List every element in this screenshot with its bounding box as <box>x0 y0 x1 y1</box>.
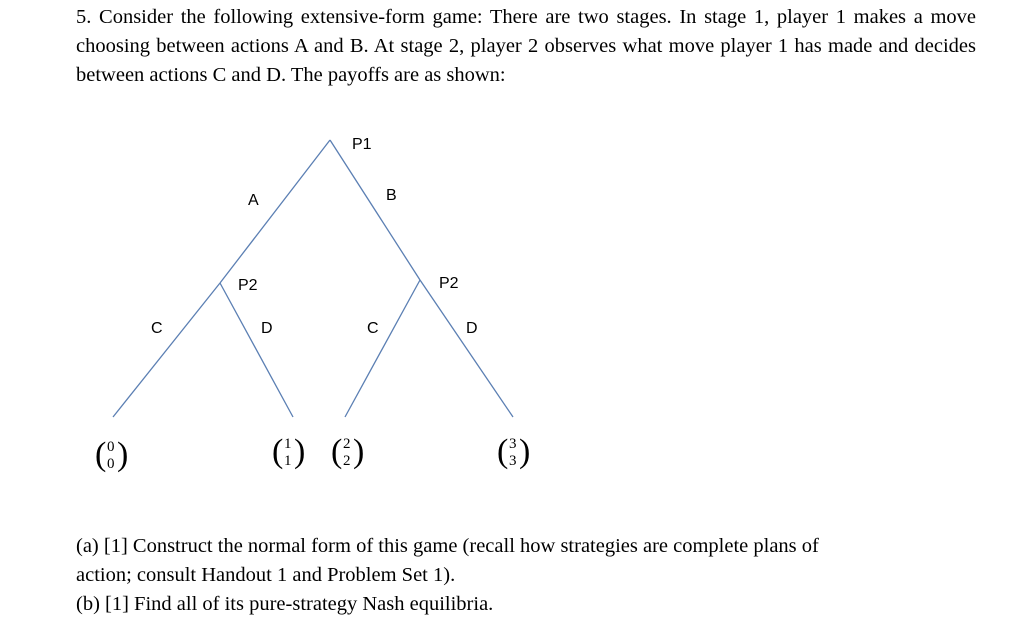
svg-text:(: ( <box>272 433 284 470</box>
left-action-c-label: C <box>151 320 163 337</box>
right-p2-node-label: P2 <box>439 275 459 292</box>
question-a-line-1: (a) [1] Construct the normal form of this game (recall how strategies are complete plans of <box>76 535 819 557</box>
action-a-label: A <box>248 192 259 209</box>
left-p2-node-label: P2 <box>238 277 258 294</box>
payoff-vector-ad <box>272 433 305 470</box>
edge-root-to-a <box>220 140 330 283</box>
question-b: (b) [1] Find all of its pure-strategy Nash equilibria. <box>76 593 494 615</box>
edge-a-to-c <box>113 283 220 417</box>
payoff-bc-player1: 2 <box>343 436 351 452</box>
svg-text:(: ( <box>497 433 509 470</box>
payoff-bc-player2: 2 <box>343 453 351 469</box>
left-action-d-label: D <box>261 320 273 337</box>
problem-statement: 5. Consider the following extensive-form game: There are two stages. In stage 1, player 1 makes a move choosing between actions A and B. At stage 2, player 2 observes what move player 1 has made and decides between actions C and D. The payoffs are as shown: <box>76 6 976 86</box>
payoff-ac-player2: 0 <box>107 456 115 472</box>
root-node-label: P1 <box>352 136 372 153</box>
edge-b-to-c <box>345 280 420 417</box>
svg-text:(: ( <box>331 433 343 470</box>
svg-text:): ) <box>117 436 129 473</box>
edge-a-to-d <box>220 283 293 417</box>
payoff-vector-bc <box>331 433 364 470</box>
svg-text:): ) <box>519 433 531 470</box>
payoff-vector-ac <box>95 436 128 473</box>
right-action-c-label: C <box>367 320 379 337</box>
edge-root-to-b <box>330 140 420 280</box>
question-a-line-2: action; consult Handout 1 and Problem Set 1). <box>76 564 456 586</box>
payoff-ac-player1: 0 <box>107 439 115 455</box>
svg-text:): ) <box>353 433 365 470</box>
payoff-ad-player2: 1 <box>284 453 292 469</box>
svg-text:): ) <box>294 433 306 470</box>
payoff-ad-player1: 1 <box>284 436 292 452</box>
payoff-bd-player1: 3 <box>509 436 517 452</box>
edge-b-to-d <box>420 280 513 417</box>
payoff-bd-player2: 3 <box>509 453 517 469</box>
right-action-d-label: D <box>466 320 478 337</box>
payoff-vector-bd <box>497 433 530 470</box>
action-b-label: B <box>386 187 397 204</box>
svg-text:(: ( <box>95 436 107 473</box>
